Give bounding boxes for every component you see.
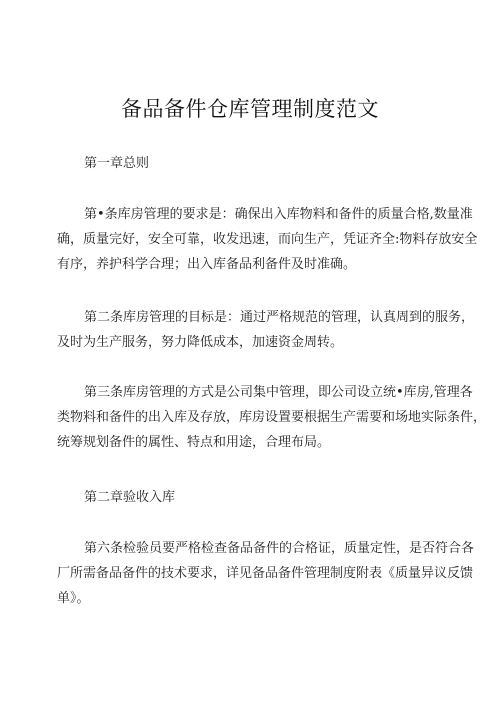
paragraph-line: 统筹规划备件的属性、特点和用途，合理布局。 xyxy=(57,435,331,450)
paragraph-line: 第•条库房管理的要求是：确保出入库物料和备件的质量合格,数量准 xyxy=(84,207,473,222)
paragraph-line: 类物料和备件的出入库及存放，库房设置要根据生产需要和场地实际条件， xyxy=(57,410,487,425)
paragraph-line: 第三条库房管理的方式是公司集中管理，即公司设立统•库房,管理各 xyxy=(84,385,473,400)
paragraph-line: 第六条检验员要严格检查备品备件的合格证，质量定性，是否符合各 xyxy=(84,541,475,556)
chapter-heading-acceptance: 第二章验收入库 xyxy=(84,490,176,505)
paragraph-line: 有序，养护科学合理；出入库备品利备件及时准确。 xyxy=(57,257,357,272)
chapter-heading-general: 第一章总则 xyxy=(84,156,150,171)
article-3-paragraph xyxy=(57,380,487,455)
document-title: 备品备件仓库管理制度范文 xyxy=(121,97,379,121)
article-2-paragraph xyxy=(57,305,475,355)
paragraph-line: 厂所需备品备件的技术要求，详见备品备件管理制度附表《质量异议反馈 xyxy=(57,566,474,581)
paragraph-line: 确，质量完好，安全可靠，收发迅速，而向生产，凭证齐全:物料存放安全 xyxy=(57,232,478,247)
article-1-paragraph xyxy=(57,202,478,277)
paragraph-line: 单》。 xyxy=(57,591,90,606)
paragraph-line: 第二条库房管理的目标是：通过严格规范的管理，认真周到的服务， xyxy=(84,310,475,325)
paragraph-line: 及时为生产服务，努力降低成本，加速资金周转。 xyxy=(57,335,344,350)
article-6-paragraph xyxy=(57,536,475,611)
